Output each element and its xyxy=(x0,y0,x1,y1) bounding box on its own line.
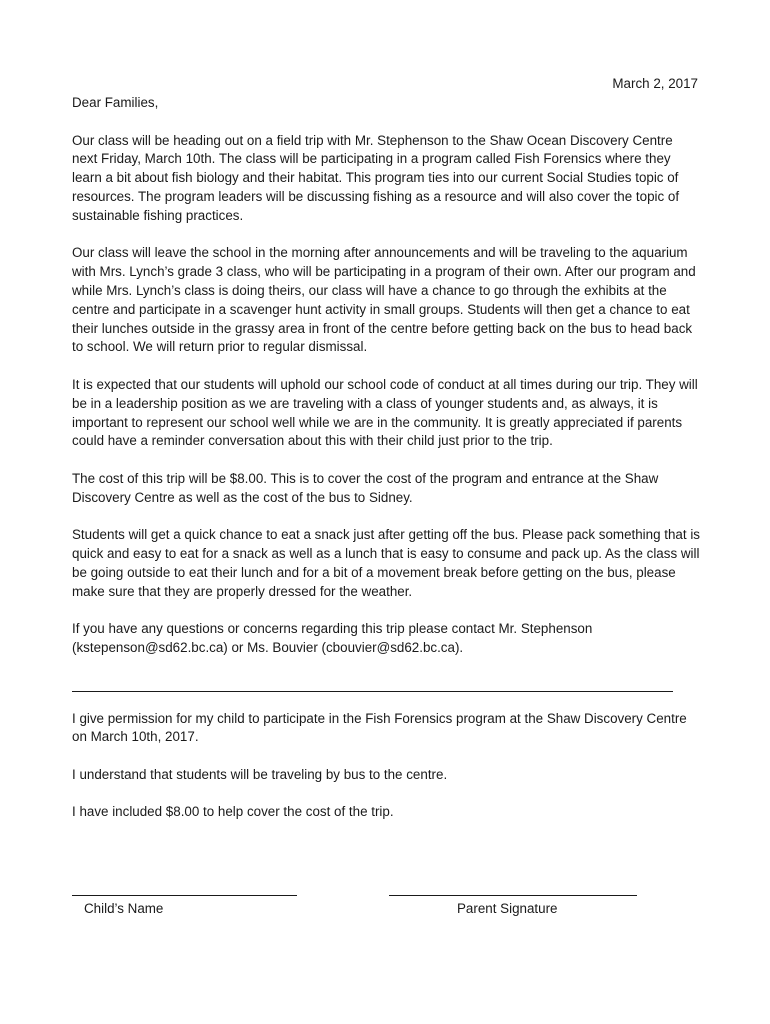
child-name-label: Child’s Name xyxy=(84,901,164,916)
letter-date: March 2, 2017 xyxy=(612,76,698,91)
paragraph-cost: The cost of this trip will be $8.00. This is to cover the cost of the program and entrance at the Shaw Discovery Centre as well as the cost of the bus to Sidney. xyxy=(72,470,659,505)
child-name-field[interactable] xyxy=(72,880,297,918)
paragraph-contact: If you have any questions or concerns regarding this trip please contact Mr. Stephenson (kstepenson@sd62.bc.ca) or Ms. Bouvier (cbouvier@sd62.bc.ca). xyxy=(72,621,593,656)
parent-signature-label: Parent Signature xyxy=(457,901,558,916)
tear-off-divider xyxy=(72,677,700,696)
payment-acknowledgement: I have included $8.00 to help cover the cost of the trip. xyxy=(72,804,394,820)
paragraph-snack-lunch: Students will get a quick chance to eat a snack just after getting off the bus. Please pack something that is quick and easy to eat for a snack as well as a lunch that is easy to consume and pack up. As the class will be going outside to eat their lunch and for a bit of a movement break before getting on the bus, please make sure that they are properly dressed for the weather. xyxy=(72,527,700,599)
paragraph-conduct: It is expected that our students will uphold our school code of conduct at all times during our trip. They will be in a leadership position as we are traveling with a class of younger students and, as always, it is important to represent our school well while we are in the community. It is greatly appreciated if parents could have a reminder conversation about this with their child just prior to the trip. xyxy=(72,376,698,449)
letter-body xyxy=(72,94,700,841)
parent-signature-field[interactable] xyxy=(389,880,637,918)
bus-acknowledgement: I understand that students will be traveling by bus to the centre. xyxy=(72,766,448,782)
child-name-line[interactable] xyxy=(72,880,297,896)
paragraph-field-trip-intro: Our class will be heading out on a field trip with Mr. Stephenson to the Shaw Ocean Discovery Centre next Friday, March 10th. The class will be participating in a program called Fish Forensics where they learn a bit about fish biology and their habitat. This program ties into our current Social Studies topic of resources. The program leaders will be discussing fishing as a resource and will also cover the topic of sustainable fishing practices. xyxy=(72,132,680,223)
permission-statement: I give permission for my child to participate in the Fish Forensics program at the Shaw Discovery Centre on March 10th, 2017. xyxy=(72,710,687,745)
parent-signature-line[interactable] xyxy=(389,880,637,896)
paragraph-schedule: Our class will leave the school in the morning after announcements and will be traveling to the aquarium with Mrs. Lynch’s grade 3 class, who will be participating in a program of their own. After our program and while Mrs. Lynch’s class is doing theirs, our class will have a chance to go through the exhibits at the centre and participate in a scavenger hunt activity in small groups. Students will then get a chance to eat their lunches outside in the grassy area in front of the centre before getting back on the bus to head back to school. We will return prior to regular dismissal. xyxy=(72,245,696,355)
greeting: Dear Families, xyxy=(72,95,159,110)
